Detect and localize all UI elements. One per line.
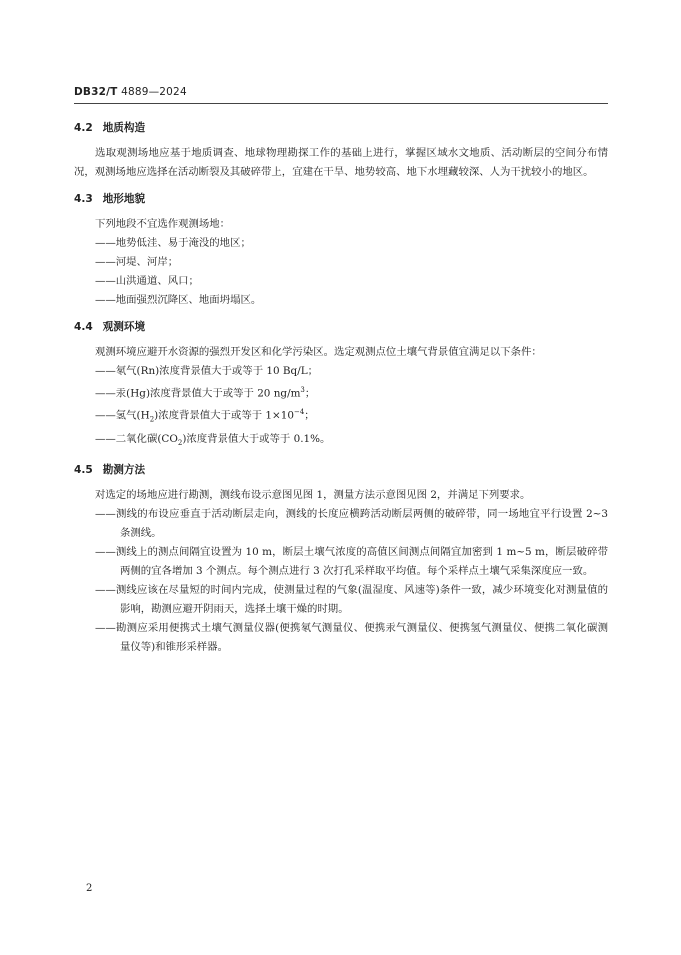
list-item: ——汞(Hg)浓度背景值大于或等于 20 $ng/m^3$； <box>95 386 316 400</box>
standard-code: DB32/T <box>74 86 118 98</box>
section-title: 勘测方法 <box>102 464 146 477</box>
list-item: ——测线的布设应垂直于活动断层走向，测线的长度应横跨活动断层两侧的破碎带，同一场地宜平行设置 2~3 条测线。 <box>95 508 608 540</box>
list-item: ——测线应该在尽量短的时间内完成，使测量过程的气象(温湿度、风速等)条件一致，减少环境变化对测量值的影响，勘测应避开阴雨天，选择土壤干燥的时期。 <box>95 584 608 616</box>
section-number: 4.5 <box>74 464 93 477</box>
section-title: 地形地貌 <box>102 193 146 205</box>
standard-number: 4889—2024 <box>121 86 187 98</box>
list-item: ——二氧化碳$(CO_2)$浓度背景值大于或等于 0.1%。 <box>95 433 331 448</box>
environment-intro: 观测环境应避开水资源的强烈开发区和化学污染区。选定观测点位土壤气背景值宜满足以下条件： <box>95 346 542 358</box>
document-body <box>74 119 608 657</box>
terrain-intro: 下列地段不宜选作观测场地： <box>95 218 231 230</box>
list-item: ——氢气$(H_2)$浓度背景值大于或等于 $1\times 10^{-4}$； <box>95 408 315 425</box>
document-header <box>74 86 187 98</box>
section-heading-4-5 <box>74 461 608 479</box>
section-number: 4.4 <box>74 321 93 333</box>
section-heading-4-2 <box>74 119 608 137</box>
list-item: ——地面强烈沉降区、地面坍塌区。 <box>95 294 262 306</box>
header-rule <box>74 103 608 104</box>
list-item: ——山洪通道、风口； <box>95 275 199 287</box>
list-item: ——河堤、河岸； <box>95 256 179 268</box>
list-item: ——勘测应采用便携式土壤气测量仪器(便携氡气测量仪、便携汞气测量仪、便携氢气测量仪、便携二氧化碳测量仪等)和锥形采样器。 <box>95 622 608 654</box>
section-title: 地质构造 <box>102 122 146 134</box>
list-item: ——地势低洼、易于淹没的地区； <box>95 237 251 249</box>
section-title: 观测环境 <box>102 321 146 333</box>
section-heading-4-3 <box>74 190 608 208</box>
section-number: 4.3 <box>74 193 93 205</box>
survey-intro: 对选定的场地应进行勘测，测线布设示意图见图 1，测量方法示意图见图 2，并满足下列要求。 <box>95 489 531 502</box>
section-heading-4-4 <box>74 318 608 336</box>
page-number: 2 <box>86 883 93 894</box>
section-number: 4.2 <box>74 122 93 134</box>
list-item: ——氡气(Rn)浓度背景值大于或等于 10 Bq/L； <box>95 365 318 377</box>
list-item: ——测线上的测点间隔宜设置为 10 m，断层土壤气浓度的高值区间测点间隔宜加密到 1 m~5 m，断层破碎带两侧的宜各增加 3 个测点。每个测点进行 3 次打孔采样取平均值。每个采样点土壤气采集深度应一致。 <box>95 546 608 578</box>
geology-paragraph: 选取观测场地应基于地质调查、地球物理勘探工作的基础上进行，掌握区域水文地质、活动断层的空间分布情况，观测场地应选择在活动断裂及其破碎带上，宜建在干旱、地势较高、地下水埋藏较深、人为干扰较小的地区。 <box>74 147 608 178</box>
